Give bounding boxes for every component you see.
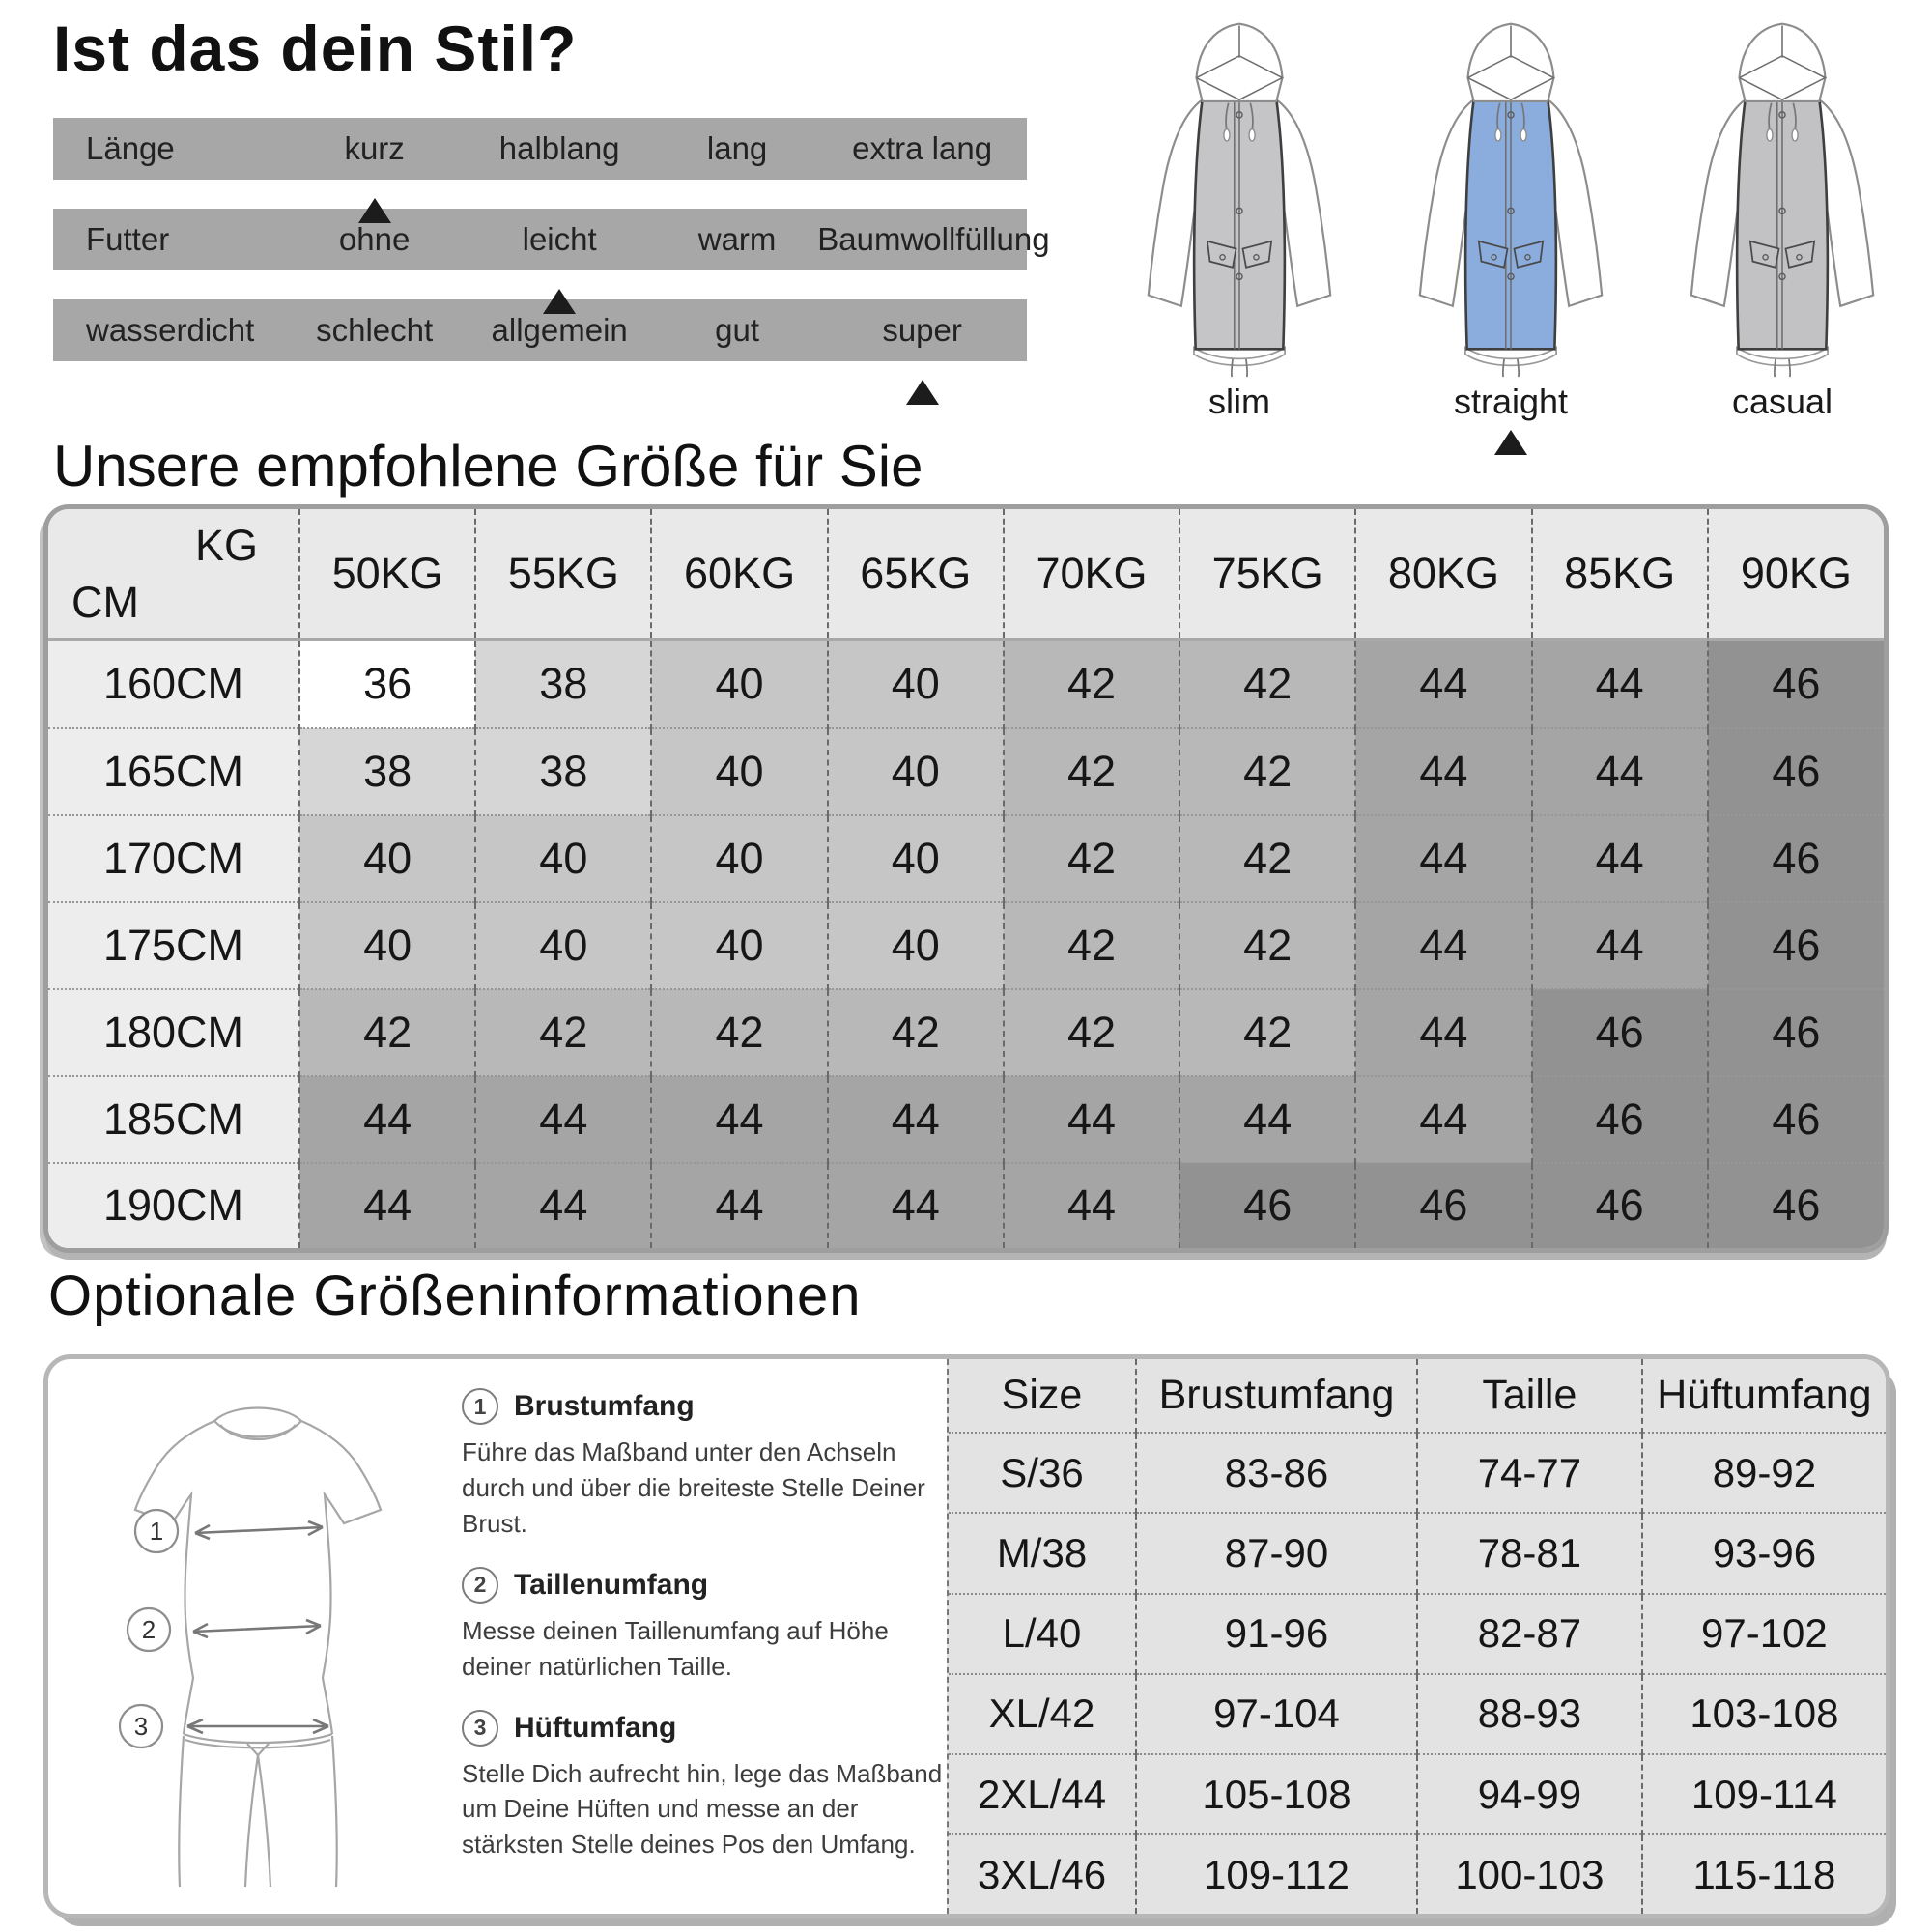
size-table-row	[48, 1163, 1884, 1248]
size-table-row	[48, 1076, 1884, 1163]
weight-column-header: 50KG	[299, 509, 475, 639]
opt-size-cell: S/36	[949, 1433, 1136, 1513]
size-cell: 44	[828, 1076, 1004, 1163]
style-option: halblang	[498, 130, 620, 166]
style-option: warm	[697, 221, 777, 257]
hip-measure-arrow	[187, 1719, 328, 1733]
measure-point-1	[135, 1510, 178, 1552]
size-cell: 42	[1004, 989, 1179, 1076]
style-bar-label: Futter	[86, 221, 170, 257]
size-cell: 46	[1708, 902, 1884, 989]
style-option: ohne	[338, 221, 411, 257]
size-cell: 40	[828, 815, 1004, 902]
weight-column-header: 60KG	[651, 509, 827, 639]
weight-column-header: 80KG	[1355, 509, 1531, 639]
coat-illustration	[1384, 15, 1637, 378]
opt-table-row	[949, 1834, 1886, 1914]
measure-step-chest	[462, 1388, 964, 1542]
measurement-steps	[462, 1388, 964, 1888]
size-cell: 42	[299, 989, 475, 1076]
opt-measure-cell: 97-104	[1136, 1674, 1417, 1754]
step-title: Hüftumfang	[514, 1711, 677, 1744]
size-cell: 44	[1532, 815, 1708, 902]
size-cell: 44	[1179, 1076, 1355, 1163]
step-title: Taillenumfang	[514, 1568, 709, 1601]
style-option: super	[817, 312, 1027, 349]
selected-marker-icon	[543, 289, 576, 314]
size-cell: 38	[475, 639, 651, 728]
size-cell: 46	[1532, 989, 1708, 1076]
style-option: gut	[715, 312, 760, 348]
weight-column-header: 75KG	[1179, 509, 1355, 639]
opt-size-cell: L/40	[949, 1594, 1136, 1674]
opt-table-row	[949, 1754, 1886, 1834]
opt-size-cell: M/38	[949, 1513, 1136, 1593]
opt-measure-cell: 103-108	[1642, 1674, 1886, 1754]
size-cell: 40	[651, 902, 827, 989]
style-option: lang	[706, 130, 768, 166]
size-cell: 42	[1179, 902, 1355, 989]
size-cell: 40	[828, 902, 1004, 989]
height-row-header: 185CM	[48, 1076, 299, 1163]
recommended-size-table	[43, 504, 1889, 1253]
size-cell: 42	[828, 989, 1004, 1076]
size-cell: 40	[651, 639, 827, 728]
optional-section-title: Optionale Größeninformationen	[48, 1264, 862, 1327]
opt-measure-cell: 93-96	[1642, 1513, 1886, 1593]
coat-style-label: casual	[1731, 382, 1833, 421]
opt-table-row	[949, 1594, 1886, 1674]
opt-measure-cell: 83-86	[1136, 1433, 1417, 1513]
size-cell: 46	[1355, 1163, 1531, 1248]
coat-illustration	[1656, 15, 1909, 378]
height-row-header: 160CM	[48, 639, 299, 728]
size-cell: 40	[299, 815, 475, 902]
size-cell: 44	[299, 1163, 475, 1248]
size-cell: 44	[299, 1076, 475, 1163]
svg-text:2: 2	[141, 1615, 156, 1644]
coat-style-label: slim	[1208, 382, 1270, 421]
size-cell: 38	[299, 728, 475, 815]
style-option: kurz	[287, 130, 462, 167]
axis-cm-label: CM	[71, 578, 139, 627]
opt-column-header: Taille	[1417, 1359, 1642, 1433]
style-option: Baumwollfüllung	[817, 221, 1050, 257]
opt-measure-cell: 82-87	[1417, 1594, 1642, 1674]
opt-measure-cell: 89-92	[1642, 1433, 1886, 1513]
opt-measure-cell: 94-99	[1417, 1754, 1642, 1834]
size-cell: 46	[1708, 1163, 1884, 1248]
opt-measure-cell: 74-77	[1417, 1433, 1642, 1513]
recommend-section-title: Unsere empfohlene Größe für Sie	[53, 434, 923, 498]
size-cell: 46	[1532, 1076, 1708, 1163]
opt-measure-cell: 88-93	[1417, 1674, 1642, 1754]
opt-measure-cell: 109-112	[1136, 1834, 1417, 1914]
body-measurement-diagram	[75, 1386, 440, 1889]
style-bar	[53, 209, 1050, 270]
size-cell: 44	[1532, 902, 1708, 989]
height-row-header: 180CM	[48, 989, 299, 1076]
size-cell: 38	[475, 728, 651, 815]
size-cell: 42	[1179, 728, 1355, 815]
size-table-row	[48, 728, 1884, 815]
size-cell: 46	[1708, 639, 1884, 728]
weight-column-header: 65KG	[828, 509, 1004, 639]
step-number-badge: 2	[462, 1567, 498, 1604]
size-cell: 42	[1004, 902, 1179, 989]
style-option: leicht	[462, 221, 657, 258]
opt-column-header: Hüftumfang	[1642, 1359, 1886, 1433]
size-cell: 42	[1004, 728, 1179, 815]
coat-figure	[1113, 15, 1366, 455]
opt-measure-cell: 105-108	[1136, 1754, 1417, 1834]
step-text: Messe deinen Taillenumfang auf Höhe deiner natürlichen Taille.	[462, 1615, 889, 1681]
opt-size-cell: 3XL/46	[949, 1834, 1136, 1914]
step-text: Führe das Maßband unter den Achseln durch und über die breiteste Stelle Deiner Brust.	[462, 1437, 925, 1538]
opt-column-header: Size	[1001, 1372, 1083, 1418]
style-attribute-bars	[53, 118, 1050, 390]
size-table-row	[48, 815, 1884, 902]
style-bar-label: wasserdicht	[86, 312, 255, 348]
size-cell: 46	[1708, 815, 1884, 902]
coat-style-label: straight	[1453, 382, 1569, 421]
size-cell: 44	[1532, 639, 1708, 728]
opt-table-row	[949, 1674, 1886, 1754]
height-row-header: 165CM	[48, 728, 299, 815]
opt-table-row	[949, 1433, 1886, 1513]
coat-style-figures	[1113, 15, 1909, 455]
selected-marker-icon	[358, 198, 391, 223]
size-cell: 40	[651, 815, 827, 902]
weight-column-header: 55KG	[475, 509, 651, 639]
size-table-row	[48, 989, 1884, 1076]
selected-marker-icon	[906, 380, 939, 405]
step-title: Brustumfang	[514, 1390, 695, 1422]
size-cell: 40	[828, 639, 1004, 728]
opt-measure-cell: 115-118	[1642, 1834, 1886, 1914]
coat-figure	[1656, 15, 1909, 455]
optional-info-box	[43, 1354, 1890, 1918]
size-cell: 44	[1532, 728, 1708, 815]
size-table-row	[48, 639, 1884, 728]
size-cell: 44	[651, 1163, 827, 1248]
size-table-row	[48, 902, 1884, 989]
opt-measure-cell: 87-90	[1136, 1513, 1417, 1593]
size-cell: 40	[651, 728, 827, 815]
opt-measure-cell: 91-96	[1136, 1594, 1417, 1674]
size-cell: 44	[1355, 902, 1531, 989]
size-cell: 42	[1004, 639, 1179, 728]
size-cell: 40	[828, 728, 1004, 815]
step-number-badge: 3	[462, 1710, 498, 1747]
size-cell: 42	[1179, 639, 1355, 728]
opt-measure-cell: 109-114	[1642, 1754, 1886, 1834]
size-cell: 46	[1532, 1163, 1708, 1248]
svg-text:3: 3	[133, 1712, 149, 1741]
size-cell: 44	[1004, 1163, 1179, 1248]
measure-step-waist	[462, 1567, 964, 1685]
axis-corner-cell	[48, 509, 299, 639]
style-section-title: Ist das dein Stil?	[53, 13, 578, 84]
size-cell: 40	[475, 902, 651, 989]
chest-measure-arrow	[195, 1521, 323, 1539]
size-cell: 44	[1355, 639, 1531, 728]
opt-column-header: Brustumfang	[1136, 1359, 1417, 1433]
size-cell: 46	[1708, 728, 1884, 815]
size-cell: 44	[1355, 815, 1531, 902]
opt-table-header-row	[949, 1359, 1886, 1433]
weight-column-header: 90KG	[1708, 509, 1884, 639]
step-number-badge: 1	[462, 1388, 498, 1425]
weight-column-header: 70KG	[1004, 509, 1179, 639]
measure-step-hip	[462, 1710, 964, 1863]
opt-measure-cell: 78-81	[1417, 1513, 1642, 1593]
measurement-size-table	[947, 1359, 1886, 1914]
size-cell: 42	[1179, 989, 1355, 1076]
size-cell: 44	[1355, 1076, 1531, 1163]
size-cell: 44	[1355, 989, 1531, 1076]
measure-point-2	[128, 1608, 170, 1651]
size-cell: 44	[475, 1076, 651, 1163]
step-text: Stelle Dich aufrecht hin, lege das Maßband um Deine Hüften und messe an der stärksten Stelle deines Pos den Umfang.	[462, 1758, 943, 1860]
height-row-header: 170CM	[48, 815, 299, 902]
size-cell: 44	[1355, 728, 1531, 815]
opt-size-cell: XL/42	[949, 1674, 1136, 1754]
style-bar-label: Länge	[86, 130, 175, 166]
size-cell: 40	[475, 815, 651, 902]
style-bar	[53, 118, 1027, 180]
waist-measure-arrow	[193, 1620, 321, 1637]
coat-figure	[1384, 15, 1637, 455]
measure-point-3	[120, 1705, 162, 1747]
height-row-header: 175CM	[48, 902, 299, 989]
size-cell: 42	[1179, 815, 1355, 902]
svg-text:1: 1	[149, 1517, 164, 1546]
opt-table-body	[949, 1433, 1886, 1914]
opt-table-row	[949, 1513, 1886, 1593]
coat-illustration	[1113, 15, 1366, 378]
size-cell: 46	[1708, 1076, 1884, 1163]
size-cell: 46	[1708, 989, 1884, 1076]
size-cell: 42	[1004, 815, 1179, 902]
size-cell: 46	[1179, 1163, 1355, 1248]
opt-size-cell: 2XL/44	[949, 1754, 1136, 1834]
size-cell: 44	[828, 1163, 1004, 1248]
size-cell: 40	[299, 902, 475, 989]
weight-column-header: 85KG	[1532, 509, 1708, 639]
size-cell: 42	[475, 989, 651, 1076]
style-option: allgemein	[491, 312, 628, 348]
style-option: schlecht	[316, 312, 434, 348]
style-option: extra lang	[852, 130, 993, 166]
size-cell: 42	[651, 989, 827, 1076]
height-row-header: 190CM	[48, 1163, 299, 1248]
opt-measure-cell: 97-102	[1642, 1594, 1886, 1674]
size-cell: 44	[475, 1163, 651, 1248]
selected-marker-icon	[1494, 430, 1527, 455]
size-cell: 44	[651, 1076, 827, 1163]
size-cell: 36	[299, 639, 475, 728]
size-table-header-row	[48, 509, 1884, 639]
opt-measure-cell: 100-103	[1417, 1834, 1642, 1914]
axis-kg-label: KG	[194, 521, 258, 570]
size-table-body	[48, 639, 1884, 1248]
size-cell: 44	[1004, 1076, 1179, 1163]
style-bar	[53, 299, 1027, 361]
